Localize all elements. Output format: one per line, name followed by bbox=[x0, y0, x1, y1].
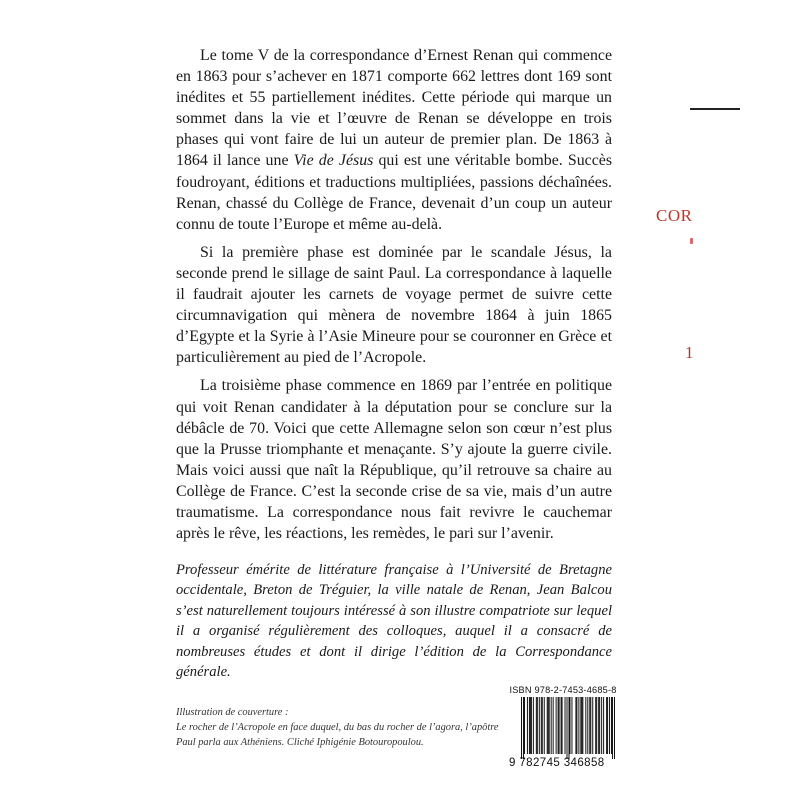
barcode-bar bbox=[569, 697, 570, 754]
paragraph-1-a: Le tome V de la correspondance d’Ernest Renan qui commence en 1863 pour s’achever en 1871 comporte 662 lettres dont 169 sont inédites et 55 partiellement inédites. Cette période qui marque un sommet dans la vie et l’œuvre de Renan se développe en trois phases qui vont faire de lui un auteur de premier plan. De 1863 à 1864 il lance une bbox=[176, 47, 612, 170]
barcode-bar bbox=[521, 697, 522, 759]
barcode bbox=[521, 697, 615, 759]
barcode-bar bbox=[590, 697, 591, 754]
barcode-bar bbox=[524, 697, 525, 754]
barcode-bar bbox=[556, 697, 557, 754]
barcode-bar bbox=[565, 697, 566, 754]
barcode-bar bbox=[581, 697, 582, 754]
cover-illustration-caption bbox=[176, 706, 506, 750]
barcode-bar bbox=[568, 697, 569, 759]
barcode-bar bbox=[562, 697, 563, 754]
barcode-bar bbox=[609, 697, 610, 754]
spine-mark bbox=[690, 238, 693, 244]
barcode-bar bbox=[553, 697, 554, 754]
barcode-bar bbox=[576, 697, 577, 754]
barcode-bar bbox=[595, 697, 596, 754]
isbn-barcode-block bbox=[509, 685, 617, 773]
barcode-bar bbox=[542, 697, 543, 754]
caption-heading: Illustration de couverture : bbox=[176, 707, 289, 718]
barcode-bar bbox=[567, 697, 568, 759]
barcode-bar bbox=[541, 697, 542, 754]
barcode-bar bbox=[529, 697, 530, 754]
barcode-bar bbox=[523, 697, 524, 759]
caption-text: Le rocher de l’Acropole en face duquel, du bas du rocher de l’agora, l’apôtre Paul parla aux Athéniens. Cliché Iphigénie Botouropoulou. bbox=[176, 721, 499, 748]
author-bio-text: Professeur émérite de littérature française à l’Université de Bretagne occidentale, Breton de Tréguier, la ville natale de Renan, Jean Balcou s’est naturellement toujours intéressé à son illustre compatriote sur lequel il a organisé régulièrement des colloques, auquel il a consacré de nombreuses études et dont il dirige l’édition de la Correspondance générale. bbox=[176, 562, 612, 681]
barcode-bar bbox=[547, 697, 548, 754]
barcode-bar bbox=[596, 697, 597, 754]
paragraph-1 bbox=[176, 45, 612, 235]
barcode-bar bbox=[575, 697, 576, 754]
spine-volume-number: 1 bbox=[685, 343, 694, 362]
barcode-digits: 9 782745 346858 bbox=[509, 757, 605, 769]
barcode-bar bbox=[607, 697, 608, 754]
barcode-bar bbox=[603, 697, 604, 754]
barcode-bar bbox=[539, 697, 540, 754]
barcode-bar bbox=[599, 697, 600, 754]
paragraph-1-b: qui est une véritable bombe. Succès foudroyant, éditions et traductions multipliées, passions déchaînées. Renan, chassé du Collège de France, devenait d’un coup un auteur connu de toute l’Europe et même au-delà. bbox=[176, 152, 613, 233]
barcode-bar bbox=[611, 697, 612, 754]
barcode-bar bbox=[536, 697, 537, 754]
back-cover-text bbox=[176, 45, 612, 551]
barcode-bar bbox=[549, 697, 550, 754]
barcode-bar bbox=[559, 697, 560, 754]
paragraph-2: Si la première phase est dominée par le scandale Jésus, la seconde prend le sillage de saint Paul. La correspondance à laquelle il faudrait ajouter les carnets de voyage permet de suivre cette circumnavigation qui mènera de novembre 1864 à juin 1865 d’Egypte et la Syrie à l’Asie Mineure pour se couronner en Grèce et particulièrement au pied de l’Acropole. bbox=[176, 243, 612, 367]
barcode-bar bbox=[606, 697, 607, 754]
isbn-label: ISBN 978-2-7453-4685-8 bbox=[509, 685, 617, 695]
barcode-bar bbox=[561, 697, 562, 754]
barcode-bar bbox=[587, 697, 588, 754]
barcode-bar bbox=[571, 697, 572, 754]
barcode-bar bbox=[614, 697, 615, 759]
barcode-bar bbox=[527, 697, 528, 754]
barcode-bar bbox=[533, 697, 534, 754]
barcode-bar bbox=[537, 697, 538, 754]
spine-title: COR bbox=[656, 206, 693, 225]
barcode-bar bbox=[578, 697, 579, 754]
spine-rule bbox=[690, 108, 740, 110]
barcode-bar bbox=[548, 697, 549, 754]
barcode-bar bbox=[551, 697, 552, 754]
author-bio bbox=[176, 560, 612, 682]
barcode-bar bbox=[558, 697, 559, 754]
barcode-bar bbox=[592, 697, 593, 754]
barcode-bar bbox=[530, 697, 531, 754]
barcode-bar bbox=[612, 697, 613, 759]
barcode-bar bbox=[531, 697, 532, 754]
barcode-bar bbox=[544, 697, 545, 754]
barcode-bar bbox=[598, 697, 599, 754]
barcode-bar bbox=[580, 697, 581, 754]
paragraph-3: La troisième phase commence en 1869 par l’entrée en politique qui voit Renan candidater à la députation pour se conclure sur la débâcle de 70. Voici que cette Allemagne selon son cœur n’est plus que la Prusse triomphante et menaçante. S’y ajoute la guerre civile. Mais voici aussi que naît la République, qu’il retrouve sa chaire au Collège de France. C’est la seconde crise de sa vie, mais d’un autre traumatisme. La correspondance nous fait revivre le cauchemar après le rêve, les réactions, les remèdes, le pari sur l’avenir. bbox=[176, 377, 612, 543]
barcode-bar bbox=[585, 697, 586, 754]
barcode-bar bbox=[589, 697, 590, 754]
book-title-vie-de-jesus: Vie de Jésus bbox=[293, 152, 374, 170]
barcode-bar bbox=[582, 697, 583, 754]
barcode-bar bbox=[601, 697, 602, 754]
